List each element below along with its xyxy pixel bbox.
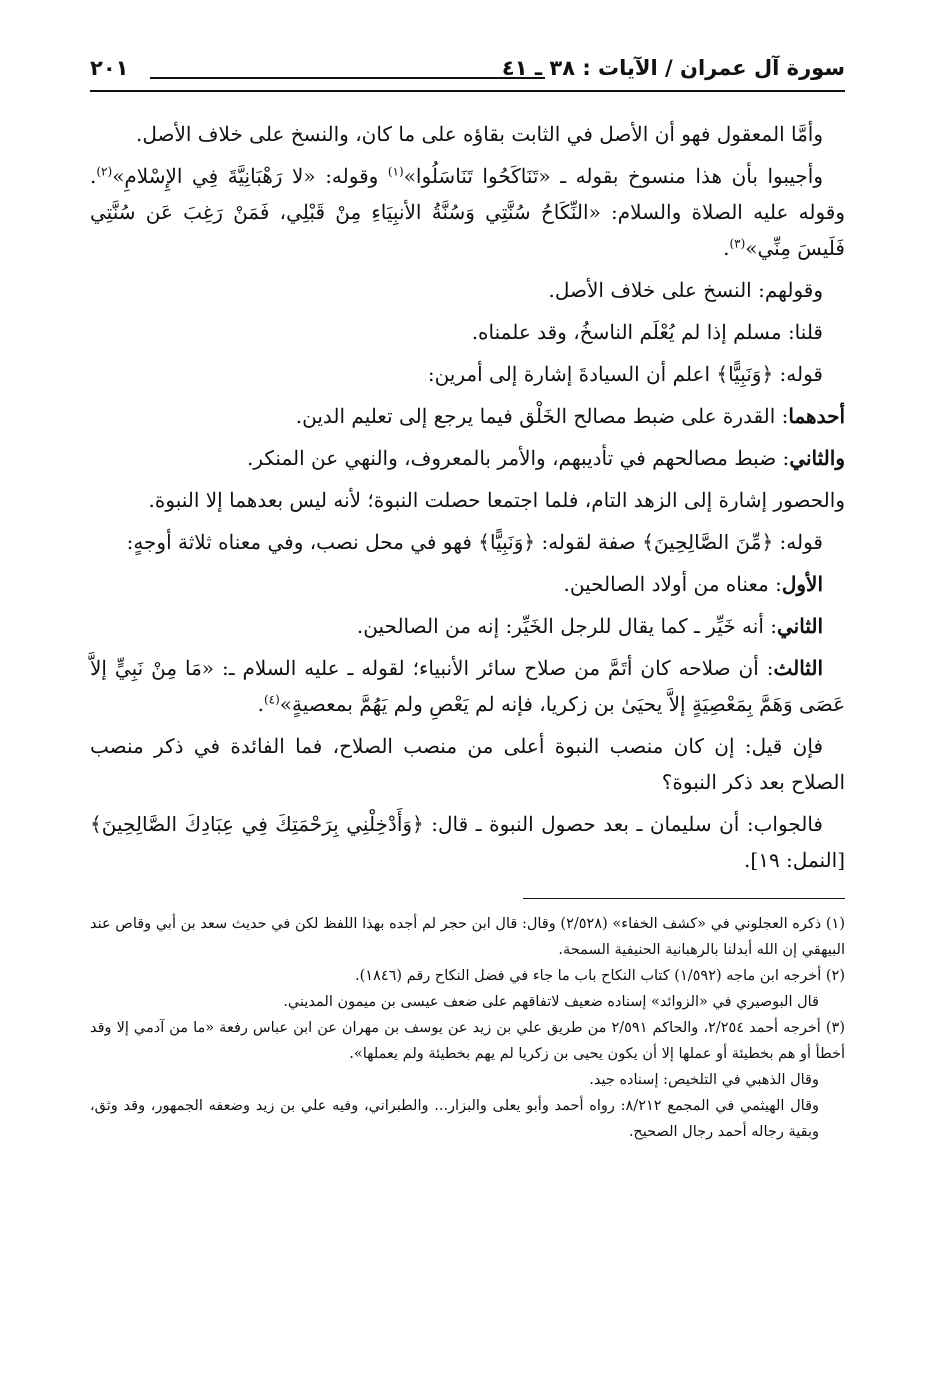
running-header	[90, 56, 845, 90]
paragraph: الثاني: أنه خَيِّر ـ كما يقال للرجل الخَيِّر: إنه من الصالحين.	[356, 614, 823, 638]
point-label: الأول	[781, 572, 823, 596]
footnote-continuation: وقال الهيثمي في المجمع ٨/٢١٢: رواه أحمد وأبو يعلى والبزار... والطبراني، وفيه علي بن زيد وضعفه الجمهور، وقد وثق، وبقية رجاله أحمد رجال الصحيح.	[90, 1098, 820, 1140]
paragraph: وقولهم: النسخ على خلاف الأصل.	[548, 278, 823, 302]
footnote-continuation: قال البوصيري في «الزوائد» إسناده ضعيف لاتفاقهم على ضعف عيسى بن ميمون المديني.	[283, 994, 819, 1010]
header-rule	[150, 77, 545, 79]
quran-quote: ﴿مِّنَ الصَّالِحِينَ﴾	[642, 530, 774, 554]
book-page	[90, 56, 845, 1145]
point-label: الثالث	[773, 656, 823, 680]
footnote-continuation: وقال الذهبي في التلخيص: إسناده جيد.	[589, 1072, 819, 1088]
main-text	[90, 116, 845, 878]
paragraph: أحدهما: القدرة على ضبط مصالح الخَلْق فيما يرجع إلى تعليم الدين.	[295, 404, 845, 428]
point-label: والثاني	[789, 446, 845, 470]
paragraph: فالجواب: أن سليمان ـ بعد حصول النبوة ـ قال: ﴿وَأَدْخِلْنِي بِرَحْمَتِكَ فِي عِبَادِكَ الصَّالِحِينَ﴾ [النمل: ١٩].	[90, 812, 845, 872]
footnote-divider	[523, 898, 845, 899]
footnotes	[90, 911, 845, 1145]
paragraph: قلنا: مسلم إذا لم يُعْلَم الناسخُ، وقد علمناه.	[471, 320, 823, 344]
paragraph: قوله: ﴿وَنَبِيًّا﴾ اعلم أن السيادةَ إشارة إلى أمرين:	[427, 362, 823, 386]
paragraph: والثاني: ضبط مصالحهم في تأديبهم، والأمر بالمعروف، والنهي عن المنكر.	[246, 446, 845, 470]
footnote: (١) ذكره العجلوني في «كشف الخفاء» (٢/٥٢٨) وقال: قال ابن حجر لم أجده بهذا اللفظ لكن في حديث سعد بن أبي وقاص عند البيهقي إن الله أبدلنا بالرهبانية الحنيفية السمحة.	[90, 916, 845, 958]
paragraph: الأول: معناه من أولاد الصالحين.	[563, 572, 823, 596]
footnote: (٣) أخرجه أحمد ٢/٢٥٤، والحاكم ٢/٥٩١ من طريق علي بن زيد عن يوسف بن مهران عن ابن عباس رفعة «ما من آدمي إلا وقد أخطأ أو هم بخطيئة أو عملها إلا أن يكون يحيى بن زكريا لم يهم بخطيئة ولم يعملها».	[90, 1020, 845, 1062]
paragraph: الثالث: أن صلاحه كان أتَمَّ من صلاح سائر الأنبياء؛ لقوله ـ عليه السلام ـ: «مَا مِنْ نَبِيٍّ إلاَّ عَصَى وَهَمَّ بِمَعْصِيَةٍ إلاَّ يحيَىٰ بن زكريا، فإنه لم يَعْصِ ولم يَهُمَّ بمعصيةٍ»$^{(٤)}$.	[90, 656, 845, 716]
point-label: أحدهما	[788, 404, 845, 428]
paragraph: وأمَّا المعقول فهو أن الأصل في الثابت بقاؤه على ما كان، والنسخ على خلاف الأصل.	[135, 122, 823, 146]
quran-quote: ﴿وَنَبِيًّا﴾	[478, 530, 536, 554]
quran-quote: ﴿وَأَدْخِلْنِي بِرَحْمَتِكَ فِي عِبَادِكَ الصَّالِحِينَ﴾	[90, 812, 424, 836]
paragraph: وأجيبوا بأن هذا منسوخ بقوله ـ «تَنَاكَحُوا تَنَاسَلُوا»$^{(١)}$ وقوله: «لا رَهْبَانِيَّةَ فِي الإِسْلامِ»$^{(٢)}$. وقوله عليه الصلاة والسلام: «النِّكَاحُ سُنَّتِي وَسُنَّةُ الأنبِيَاءِ مِنْ قَبْلِي، فَمَنْ رَغِبَ عَن سُنَّتِي فَلَيسَ مِنِّي»$^{(٣)}$.	[90, 164, 845, 260]
paragraph: فإن قيل: إن كان منصب النبوة أعلى من منصب الصلاح، فما الفائدة في ذكر منصب الصلاح بعد ذكر النبوة؟	[90, 734, 845, 794]
paragraph: والحصور إشارة إلى الزهد التام، فلما اجتمعا حصلت النبوة؛ لأنه ليس بعدهما إلا النبوة.	[148, 488, 845, 512]
footnote-ref[interactable]: (٢)	[96, 164, 113, 179]
footnote-ref[interactable]: (٤)	[263, 692, 280, 707]
header-title: سورة آل عمران / الآيات : ٣٨ ـ ٤١	[501, 56, 845, 80]
footnote-ref[interactable]: (١)	[387, 164, 404, 179]
header-divider	[90, 90, 845, 92]
point-label: الثاني	[776, 614, 823, 638]
footnote-ref[interactable]: (٣)	[729, 236, 746, 251]
paragraph: قوله: ﴿مِّنَ الصَّالِحِينَ﴾ صفة لقوله: ﴿وَنَبِيًّا﴾ فهو في محل نصب، وفي معناه ثلاثة أوجهٍ:	[126, 530, 823, 554]
quran-quote: ﴿وَنَبِيًّا﴾	[716, 362, 774, 386]
footnote: (٢) أخرجه ابن ماجه (١/٥٩٢) كتاب النكاح باب ما جاء في فضل النكاح رقم (١٨٤٦).	[354, 968, 845, 984]
page-number: ٢٠١	[90, 56, 129, 80]
